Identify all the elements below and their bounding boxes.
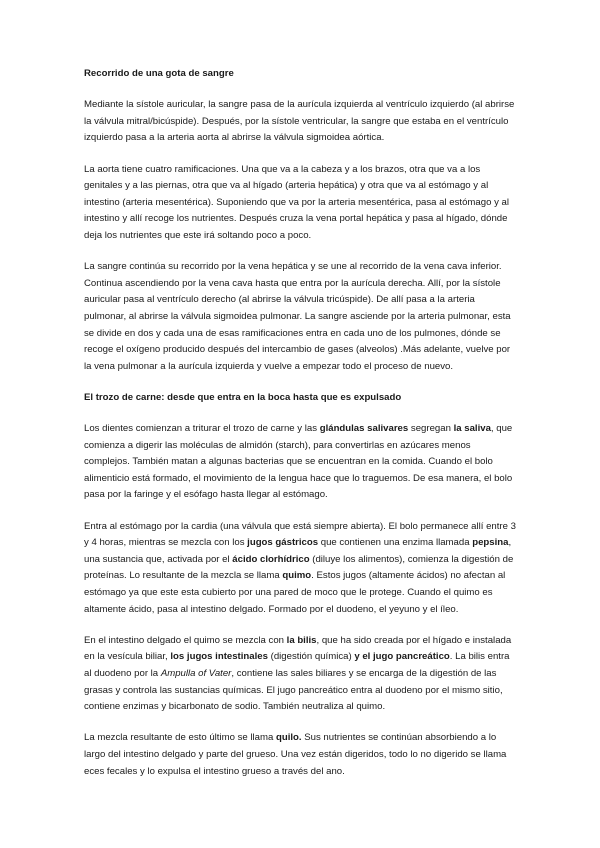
text: , que ha sido creada por el hígado e instalada en la vesícula biliar, xyxy=(84,634,512,663)
section-title-blood: Recorrido de una gota de sangre xyxy=(84,68,234,79)
term-salivary-glands: glándulas salivares xyxy=(319,423,409,435)
text: En el intestino delgado el quimo se mezcla con xyxy=(84,634,287,646)
section-title-digestion: El trozo de carne: desde que entra en la boca hasta que es expulsado xyxy=(84,391,402,403)
paragraph-blood-2: La aorta tiene cuatro ramificaciones. Una que va a la cabeza y a los brazos, otra que va a los genitales y a las piernas, otra que va al hígado (arteria hepática) y otra que va al estómago y al intestino (arteria mesentérica). Suponiendo que va por la arteria mesentérica, pasa al estómago y al intestino y allí recoge los nutrientes. Después cruza la vena portal hepática y pasa al hígado, dónde deja los nutrientes que este irá soltando poco a poco. xyxy=(84,163,510,241)
term-bile: la bilis xyxy=(286,634,317,646)
term-pancreatic-juice: y el jugo pancreático xyxy=(354,651,450,663)
text: , que comienza a digerir las moléculas de almidón (starch), para convertirlas en azúcares menos complejos. También matan a algunas bacterias que se encuentran en la comida. Cuando el bolo alimenticio está formado, el movimiento de la lengua hace que lo traguemos. De esa manera, el bolo pasa por la faringe y el esófago hasta llegar al estómago. xyxy=(84,423,513,501)
document-body xyxy=(84,66,516,795)
text: Sus nutrientes se continúan absorbiendo a lo largo del intestino delgado y parte del grueso. Una vez están digeridos, todo lo no digerido se llama eces fecales y lo expulsa el intestino grueso a través del ano. xyxy=(84,732,507,777)
term-chyme: quimo xyxy=(282,570,312,582)
paragraph-digestion-2 xyxy=(84,519,516,619)
term-saliva: la saliva xyxy=(453,423,491,435)
term-gastric-juices: jugos gástricos xyxy=(247,537,319,549)
text: Los dientes comienzan a triturar el trozo de carne y las xyxy=(84,423,320,435)
term-pepsin: pepsina xyxy=(472,537,509,549)
text: segregan xyxy=(408,423,454,435)
paragraph-blood-1: Mediante la sístole auricular, la sangre pasa de la aurícula izquierda al ventrículo izquierdo (al abrirse la válvula mitral/bicúspide). Después, por la sístole ventricular, la sangre que estaba en el ventrículo izquierdo pasa a la arteria aorta al abrirse la válvula sigmoidea aórtica. xyxy=(84,99,515,144)
text: (diluye los alimentos), comienza la digestión de proteínas. Lo resultante de la mezcla se llama xyxy=(84,553,514,582)
term-intestinal-juices: los jugos intestinales xyxy=(170,651,268,663)
paragraph-digestion-3 xyxy=(84,633,516,716)
text: , contiene las sales biliares y se encarga de la digestión de las grasas y controla las sustancias químicas. El jugo pancreático entra al duodeno por el mismo sitio, contiene enzimas y bicarbonato de sodio. También neutraliza al quimo. xyxy=(84,667,503,713)
term-ampulla-of-vater: Ampulla of Vater xyxy=(160,667,232,679)
text: , una sustancia que, activada por el xyxy=(84,537,512,565)
text: que contienen una enzima llamada xyxy=(318,537,473,549)
paragraph-digestion-4 xyxy=(84,730,516,780)
text: Entra al estómago por la cardia (una válvula que está siempre abierta). El bolo permanece allí entre 3 y 4 horas, mientras se mezcla con los xyxy=(84,520,516,549)
term-hydrochloric-acid: ácido clorhídrico xyxy=(232,553,310,565)
text: . Estos jugos (altamente ácidos) no afectan al estómago ya que este esta cubierto por una pared de moco que le protege. Cuando el quimo es altamente ácido, pasa al intestino delgado. Formado por el duodeno, el yeyuno y el íleo. xyxy=(84,570,506,615)
paragraph-blood-3: La sangre continúa su recorrido por la vena hepática y se une al recorrido de la vena cava inferior. Continua ascendiendo por la vena cava hasta que entra por la aurícula derecha. Allí, por la sístole auricular pasa al ventrículo derecho (al abrirse la válvula tricúspide). De allí pasa a la arteria pulmonar, al abrirse la válvula sigmoidea pulmonar. La sangre asciende por la arteria pulmonar, esta se divide en dos y cada una de esas ramificaciones entra en cada uno de los pulmones, dónde se recoge el oxígeno producido después del intercambio de gases (alveolos) .Más adelante, vuelve por la vena pulmonar a la aurícula izquierda y vuelve a empezar todo el proceso de nuevo. xyxy=(84,261,511,372)
paragraph-digestion-1 xyxy=(84,421,516,504)
term-chyle: quilo. xyxy=(275,732,302,744)
text: La mezcla resultante de esto último se llama xyxy=(84,732,276,744)
text: (digestión química) xyxy=(267,651,355,663)
text: . La bilis entra al duodeno por la xyxy=(84,651,510,679)
